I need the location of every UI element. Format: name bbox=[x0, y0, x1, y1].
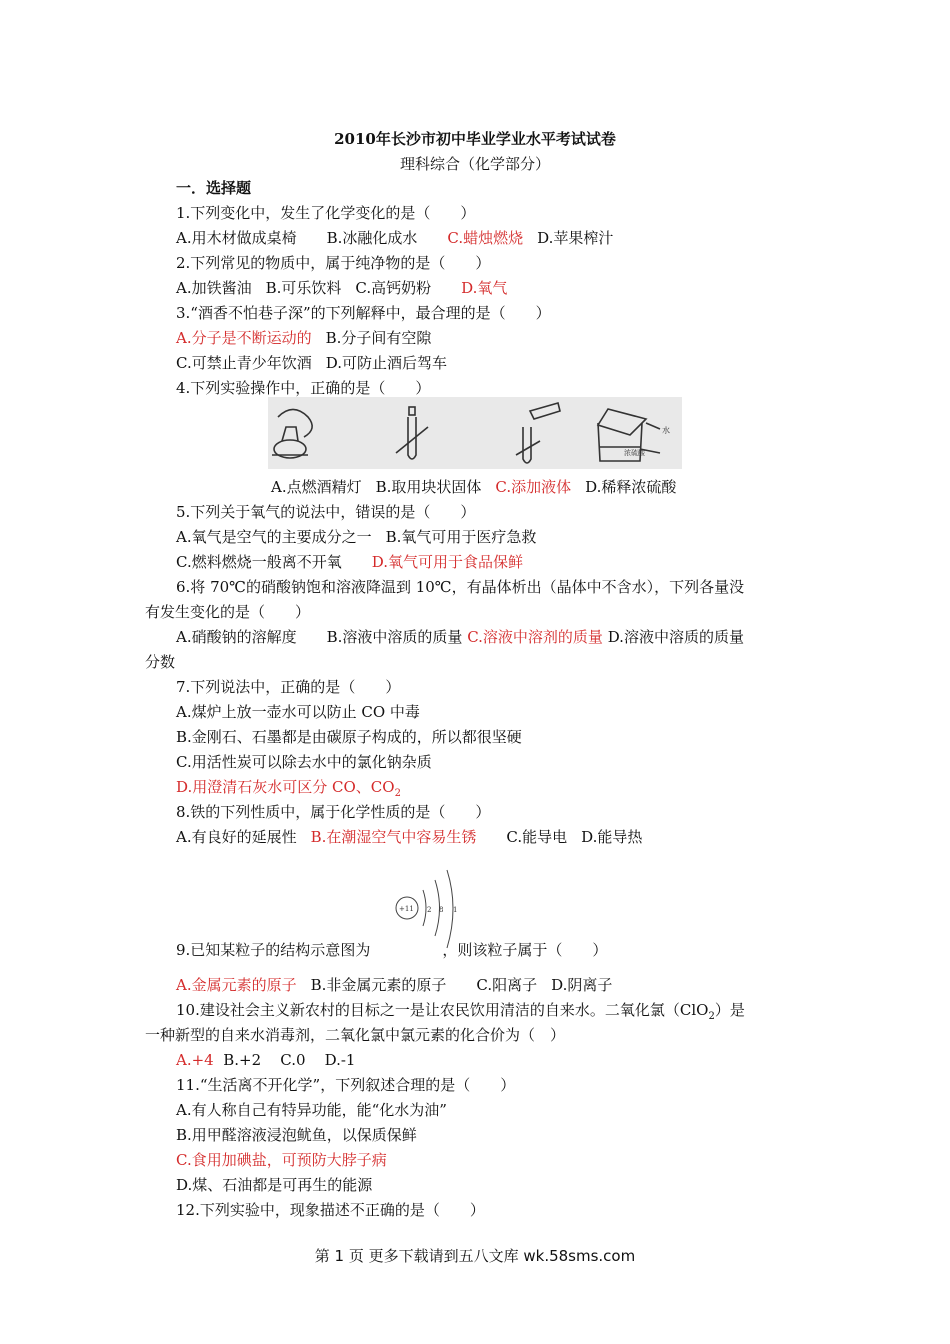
q5-option-c: C.燃料燃烧一般离不开氧 bbox=[176, 553, 342, 571]
question-9-stem bbox=[176, 940, 607, 960]
question-11-stem: 11.“生活离不开化学”，下列叙述合理的是（ ） bbox=[176, 1076, 516, 1094]
question-5-options-ab bbox=[176, 527, 536, 547]
q10-stem-text: 10.建设社会主义新农村的目标之一是让农民饮用清洁的自来水。二氧化氯（ClO bbox=[176, 1001, 709, 1019]
q1-option-d: D.苹果榨汁 bbox=[537, 229, 614, 247]
q5-option-b: B.氧气可用于医疗急救 bbox=[385, 528, 537, 546]
q7-option-a: A.煤炉上放一壶水可以防止 CO 中毒 bbox=[176, 703, 420, 721]
q11-option-c: C.食用加碘盐，可预防大脖子病 bbox=[176, 1151, 387, 1169]
question-4-options bbox=[271, 477, 676, 497]
q7-option-c: C.用活性炭可以除去水中的氯化钠杂质 bbox=[176, 753, 432, 771]
q5-option-d: D.氧气可用于食品保鲜 bbox=[371, 553, 523, 571]
question-3-stem: 3.“酒香不怕巷子深”的下列解释中，最合理的是（ ） bbox=[176, 304, 551, 322]
question-4-stem: 4.下列实验操作中，正确的是（ ） bbox=[176, 379, 431, 397]
q4-option-a: A.点燃酒精灯 bbox=[271, 478, 362, 496]
q10-option-b: B.+2 bbox=[223, 1051, 262, 1069]
question-2-options bbox=[176, 278, 507, 298]
q2-option-d: D.氧气 bbox=[461, 279, 508, 297]
q8-option-b: B.在潮湿空气中容易生锈 bbox=[310, 828, 477, 846]
page-subtitle: 理科综合（化学部分） bbox=[399, 155, 550, 173]
q9-option-b: B.非金属元素的原子 bbox=[310, 976, 447, 994]
question-1-stem: 1.下列变化中，发生了化学变化的是（ ） bbox=[176, 204, 476, 222]
q4-option-d: D.稀释浓硫酸 bbox=[585, 478, 677, 496]
lab-operations-figure bbox=[268, 397, 682, 469]
page-footer: 第 1 页 更多下载请到五八文库 wk.58sms.com bbox=[314, 1247, 636, 1265]
q7-option-d-text: D.用澄清石灰水可区分 CO、CO bbox=[176, 778, 395, 796]
q11-option-a: A.有人称自己有特异功能，能“化水为油” bbox=[176, 1101, 447, 1119]
q6-option-a: A.硝酸钠的溶解度 bbox=[176, 628, 297, 646]
question-10-stem-line2: 一种新型的自来水消毒剂，二氧化氯中氯元素的化合价为（ ） bbox=[145, 1026, 566, 1044]
question-10-stem-line1 bbox=[176, 1000, 745, 1027]
question-8-options bbox=[176, 827, 642, 847]
question-8-stem: 8.铁的下列性质中，属于化学性质的是（ ） bbox=[176, 803, 491, 821]
page-title: 2010年长沙市初中毕业学业水平考试试卷 bbox=[334, 130, 616, 148]
q2-option-c: C.高钙奶粉 bbox=[355, 279, 432, 297]
q10-option-a: A.+4 bbox=[176, 1051, 214, 1069]
q3-option-c: C.可禁止青少年饮酒 bbox=[176, 354, 312, 372]
q8-option-a: A.有良好的延展性 bbox=[176, 828, 297, 846]
q10-option-d: D.-1 bbox=[324, 1051, 356, 1069]
q9-option-a: A.金属元素的原子 bbox=[176, 976, 297, 994]
atom-shell-1: 2 bbox=[427, 906, 432, 914]
q6-option-c: C.溶液中溶剂的质量 bbox=[467, 628, 603, 646]
question-10-options bbox=[176, 1050, 355, 1070]
q10-stem-subscript: 2 bbox=[708, 1011, 715, 1022]
question-2-stem: 2.下列常见的物质中，属于纯净物的是（ ） bbox=[176, 254, 491, 272]
q1-option-c: C.蜡烛燃烧 bbox=[447, 229, 524, 247]
q10-option-c: C.0 bbox=[280, 1051, 306, 1069]
question-1-options bbox=[176, 228, 613, 248]
q3-option-a: A.分子是不断运动的 bbox=[176, 329, 312, 347]
q2-option-b: B.可乐饮料 bbox=[265, 279, 342, 297]
q7-option-d bbox=[176, 777, 401, 804]
q8-option-d: D.能导热 bbox=[581, 828, 643, 846]
question-12-stem: 12.下列实验中，现象描述不正确的是（ ） bbox=[176, 1201, 485, 1219]
q1-option-a: A.用木材做成桌椅 bbox=[176, 229, 297, 247]
q7-option-d-subscript: 2 bbox=[394, 788, 401, 799]
lab-operations-drawing bbox=[268, 397, 682, 469]
question-6-option-d-cont: 分数 bbox=[145, 653, 176, 671]
atom-shell-2: 8 bbox=[439, 906, 444, 914]
fig-label-water: 水 bbox=[662, 426, 670, 435]
q10-stem-end: ）是 bbox=[714, 1001, 745, 1019]
question-9-options bbox=[176, 975, 612, 995]
atom-shell-3: 1 bbox=[453, 906, 458, 914]
section-heading: 一．选择题 bbox=[176, 179, 252, 197]
q9-option-d: D.阴离子 bbox=[551, 976, 613, 994]
q7-option-b: B.金刚石、石墨都是由碳原子构成的，所以都很坚硬 bbox=[176, 728, 522, 746]
question-6-options bbox=[176, 627, 744, 647]
q9-stem-post: ，则该粒子属于（ ） bbox=[442, 941, 608, 959]
q3-option-d: D.可防止酒后驾车 bbox=[325, 354, 447, 372]
q11-option-b: B.用甲醛溶液浸泡鱿鱼，以保质保鲜 bbox=[176, 1126, 417, 1144]
q3-option-b: B.分子间有空隙 bbox=[325, 329, 432, 347]
question-7-stem: 7.下列说法中，正确的是（ ） bbox=[176, 678, 401, 696]
question-3-options-ab bbox=[176, 328, 431, 348]
question-6-stem-line1: 6.将 70℃的硝酸钠饱和溶液降温到 10℃，有晶体析出（晶体中不含水），下列各量没 bbox=[176, 578, 745, 596]
question-5-options-cd bbox=[176, 552, 523, 572]
q6-option-b: B.溶液中溶质的质量 bbox=[326, 628, 463, 646]
q8-option-c: C.能导电 bbox=[506, 828, 568, 846]
q6-option-d: D.溶液中溶质的质量 bbox=[607, 628, 744, 646]
q11-option-d: D.煤、石油都是可再生的能源 bbox=[176, 1176, 373, 1194]
question-5-stem: 5.下列关于氧气的说法中，错误的是（ ） bbox=[176, 503, 476, 521]
q4-option-c: C.添加液体 bbox=[495, 478, 572, 496]
q1-option-b: B.冰融化成水 bbox=[326, 229, 418, 247]
atom-nucleus: +11 bbox=[399, 905, 414, 913]
q2-option-a: A.加铁酱油 bbox=[176, 279, 252, 297]
fig-label-acid: 浓硫酸 bbox=[624, 449, 645, 457]
q9-option-c: C.阳离子 bbox=[476, 976, 538, 994]
q9-stem-pre: 9.已知某粒子的结构示意图为 bbox=[176, 941, 371, 959]
question-6-stem-line2: 有发生变化的是（ ） bbox=[145, 603, 311, 621]
q5-option-a: A.氧气是空气的主要成分之一 bbox=[176, 528, 372, 546]
q4-option-b: B.取用块状固体 bbox=[375, 478, 482, 496]
question-3-options-cd bbox=[176, 353, 447, 373]
